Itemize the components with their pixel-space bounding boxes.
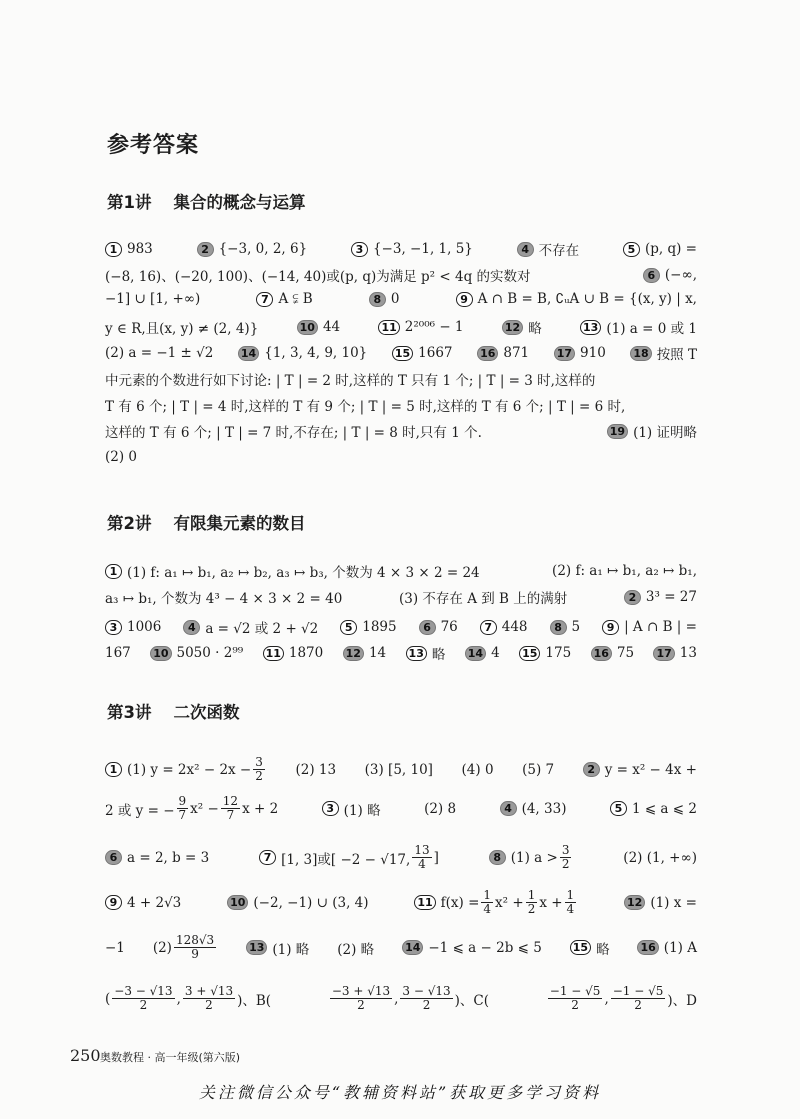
answer-text: (−∞, xyxy=(664,267,697,283)
answer-item xyxy=(570,938,610,958)
answer-item xyxy=(399,587,567,607)
fraction xyxy=(183,985,235,1012)
answer-item xyxy=(369,291,400,307)
answer-item xyxy=(402,940,542,956)
answer-text: (2) 8 xyxy=(424,800,457,817)
question-number-badge: 16 xyxy=(637,940,658,955)
answer-item xyxy=(480,619,528,635)
fraction-numerator: 1 xyxy=(566,888,575,902)
answer-text: f(x) = xyxy=(440,894,480,911)
answer-text: 略 xyxy=(528,321,542,337)
answer-line xyxy=(105,844,697,871)
fraction xyxy=(565,889,577,916)
answer-text: (2) xyxy=(152,939,172,956)
answer-line xyxy=(105,395,697,415)
answer-text: (2) 0 xyxy=(105,449,138,465)
fraction-denominator: 2 xyxy=(561,857,570,871)
answer-text: 13 xyxy=(679,645,697,661)
question-number-badge: 17 xyxy=(653,646,674,661)
answer-line xyxy=(105,291,697,307)
fraction-numerator: −1 − √5 xyxy=(549,984,601,998)
question-number-badge: 4 xyxy=(500,801,517,816)
question-number-badge: 5 xyxy=(623,242,640,257)
answer-line xyxy=(105,985,697,1012)
answer-text: −1 xyxy=(105,939,125,956)
answer-line xyxy=(105,795,697,822)
question-number-badge: 12 xyxy=(624,895,645,910)
answer-item xyxy=(623,850,697,866)
answer-text: (1) 略 xyxy=(272,941,310,958)
question-number-badge: 19 xyxy=(607,424,628,439)
answer-line xyxy=(105,449,697,465)
answer-text: 1870 xyxy=(288,645,324,661)
answer-text: (2) (1, +∞) xyxy=(623,849,697,866)
question-number-badge: 18 xyxy=(630,346,651,361)
answer-text: 这样的 T 有 6 个; | T | = 7 时,不存在; | T | = 8 时,只有 1 个. xyxy=(105,425,482,441)
answer-text: 4 xyxy=(491,645,500,661)
answer-item xyxy=(295,762,336,778)
answer-text: 1 ⩽ a ⩽ 2 xyxy=(631,800,697,817)
fraction-denominator: 4 xyxy=(566,902,575,916)
answer-line xyxy=(105,889,697,916)
answer-text: y ∈ R,且(x, y) ≠ (2, 4)} xyxy=(105,321,259,337)
answer-item xyxy=(552,563,697,579)
answer-item xyxy=(343,645,387,661)
question-number-badge: 17 xyxy=(554,346,575,361)
answer-text: )、B( xyxy=(237,992,272,1009)
section-1-number: 第1讲 xyxy=(107,193,152,212)
answer-text: 4 + 2√3 xyxy=(127,894,182,911)
answer-text: (1) y = 2x² − 2x − xyxy=(127,761,252,778)
answer-text: a₃ ↦ b₁, 个数为 4³ − 4 × 3 × 2 = 40 xyxy=(105,591,343,607)
fraction-numerator: 13 xyxy=(414,843,430,857)
question-number-badge: 15 xyxy=(519,646,540,661)
answer-item xyxy=(406,643,446,663)
answer-text: 44 xyxy=(322,319,341,335)
answer-line xyxy=(105,934,697,961)
answer-text: 略 xyxy=(596,941,610,958)
answer-line xyxy=(105,643,697,663)
answer-text: , xyxy=(176,990,181,1007)
answer-text: (1) a = 0 或 1 xyxy=(606,321,697,337)
answer-item xyxy=(465,645,500,661)
page-number: 250 xyxy=(70,1046,101,1065)
answer-item xyxy=(519,645,571,661)
answer-item xyxy=(392,345,453,361)
fraction-numerator: 128√3 xyxy=(175,933,215,947)
section-1-title: 集合的概念与运算 xyxy=(173,193,306,212)
question-number-badge: 2 xyxy=(197,242,214,257)
answer-item xyxy=(105,449,137,465)
answer-item xyxy=(322,799,381,819)
answer-item xyxy=(105,369,595,389)
fraction-numerator: −3 + √13 xyxy=(331,984,391,998)
answer-item xyxy=(328,985,489,1012)
answer-item xyxy=(624,895,697,911)
fraction xyxy=(112,985,174,1012)
fraction-denominator: 7 xyxy=(226,808,235,822)
fraction-numerator: 3 + √13 xyxy=(184,984,234,998)
question-number-badge: 14 xyxy=(402,940,423,955)
question-number-badge: 4 xyxy=(183,620,200,635)
question-number-badge: 15 xyxy=(392,346,413,361)
answer-item xyxy=(602,619,697,635)
answer-text: (−2, −1) ∪ (3, 4) xyxy=(253,894,369,911)
fraction-denominator: 2 xyxy=(527,902,536,916)
question-number-badge: 14 xyxy=(238,346,259,361)
answer-item xyxy=(610,801,697,817)
answer-item xyxy=(227,895,368,911)
answer-item xyxy=(522,762,554,778)
section-heading-3 xyxy=(107,699,239,723)
question-number-badge: 10 xyxy=(227,895,248,910)
answer-text: a = 2, b = 3 xyxy=(127,849,210,866)
question-number-badge: 3 xyxy=(351,242,368,257)
answer-text: 不存在 xyxy=(538,243,580,259)
answer-text: (3) 不存在 A 到 B 上的满射 xyxy=(398,591,568,607)
question-number-badge: 6 xyxy=(419,620,436,635)
question-number-badge: 11 xyxy=(263,646,284,661)
answer-text: y = x² − 4x + xyxy=(604,761,697,778)
answer-item xyxy=(183,617,318,637)
answer-text: {−3, 0, 2, 6} xyxy=(218,241,308,257)
question-number-badge: 14 xyxy=(465,646,486,661)
answer-item xyxy=(340,619,396,635)
answer-text: (2) f: a₁ ↦ b₁, a₂ ↦ b₁, xyxy=(552,563,697,579)
answer-text: 5 xyxy=(571,619,581,635)
answer-line xyxy=(105,317,697,337)
answer-line xyxy=(105,369,697,389)
answer-text: (1) 证明略 xyxy=(633,425,697,441)
answer-item xyxy=(630,343,697,363)
answer-item xyxy=(105,317,258,337)
answer-item xyxy=(365,762,433,778)
answer-text: 448 xyxy=(501,619,528,635)
fraction xyxy=(177,795,189,822)
answer-item xyxy=(637,940,696,956)
question-number-badge: 9 xyxy=(602,620,619,635)
answer-text: 中元素的个数进行如下讨论: | T | = 2 时,这样的 T 只有 1 个; | T | = 3 时,这样的 xyxy=(105,373,596,389)
answer-item xyxy=(105,291,200,307)
fraction-numerator: 12 xyxy=(222,794,239,808)
answer-text: ( xyxy=(105,990,111,1007)
answer-item xyxy=(414,889,578,916)
question-number-badge: 13 xyxy=(580,320,601,335)
answer-item xyxy=(462,762,494,778)
answer-item xyxy=(105,645,131,661)
answer-text: 按照 T xyxy=(656,347,697,363)
answer-text: 3³ = 27 xyxy=(645,589,697,605)
answer-line xyxy=(105,561,697,581)
fraction-denominator: 2 xyxy=(357,998,365,1012)
answer-text: (4) 0 xyxy=(461,761,494,778)
answer-item xyxy=(607,421,697,441)
answer-item xyxy=(105,940,125,956)
answer-item xyxy=(456,291,697,307)
question-number-badge: 1 xyxy=(105,762,122,777)
answer-text: (1) x = xyxy=(650,894,697,911)
answer-item xyxy=(550,619,581,635)
answer-item xyxy=(197,241,308,257)
answer-item xyxy=(623,241,697,257)
fraction xyxy=(526,889,538,916)
fraction-denominator: 2 xyxy=(255,769,263,783)
fraction xyxy=(221,795,240,822)
section-3-number: 第3讲 xyxy=(107,703,152,722)
fraction-denominator: 2 xyxy=(571,998,579,1012)
answer-item xyxy=(297,319,341,335)
question-number-badge: 5 xyxy=(340,620,357,635)
answer-text: T 有 6 个; | T | = 4 时,这样的 T 有 9 个; | T | = 5 时,这样的 T 有 6 个; | T | = 6 时, xyxy=(105,399,626,415)
fraction-denominator: 2 xyxy=(634,998,642,1012)
fraction xyxy=(412,844,431,871)
section-2-number: 第2讲 xyxy=(107,514,152,533)
fraction xyxy=(560,844,572,871)
question-number-badge: 8 xyxy=(489,850,506,865)
answer-text: [1, 3]或[ −2 − √17, xyxy=(281,851,411,868)
answer-text: −1 ⩽ a − 2b ⩽ 5 xyxy=(428,939,542,956)
answer-text: 2 或 y = − xyxy=(105,802,175,819)
answer-item xyxy=(105,850,209,866)
answer-item xyxy=(591,645,635,661)
answer-item xyxy=(256,291,312,307)
question-number-badge: 9 xyxy=(456,292,473,307)
answer-line xyxy=(105,265,697,285)
answer-text: (3) [5, 10] xyxy=(364,761,433,778)
question-number-badge: 2 xyxy=(583,762,600,777)
question-number-badge: 7 xyxy=(480,620,497,635)
question-number-badge: 1 xyxy=(105,242,122,257)
answer-line xyxy=(105,239,697,259)
answer-text: (2) a = −1 ± √2 xyxy=(105,345,214,361)
question-number-badge: 12 xyxy=(502,320,523,335)
answer-item xyxy=(105,795,278,822)
answer-text: (5) 7 xyxy=(522,761,555,778)
fraction xyxy=(548,985,603,1012)
answer-item xyxy=(105,421,482,441)
fraction-denominator: 4 xyxy=(483,902,492,916)
answer-line xyxy=(105,617,697,637)
answer-item xyxy=(653,645,697,661)
answer-text: (1) A xyxy=(663,939,697,956)
question-number-badge: 13 xyxy=(406,646,427,661)
answer-line xyxy=(105,343,697,363)
fraction xyxy=(611,985,666,1012)
fraction-numerator: 9 xyxy=(178,794,187,808)
answer-item xyxy=(238,345,367,361)
answer-text: 1006 xyxy=(127,619,162,635)
fraction-denominator: 7 xyxy=(178,808,187,822)
answer-item xyxy=(105,587,342,607)
answer-item xyxy=(378,319,463,335)
question-number-badge: 6 xyxy=(105,850,122,865)
section-3-title: 二次函数 xyxy=(173,703,240,722)
answer-item xyxy=(105,265,531,285)
question-number-badge: 7 xyxy=(256,292,273,307)
answer-text: x + xyxy=(539,894,563,911)
answer-item xyxy=(554,345,606,361)
answer-item xyxy=(643,267,697,283)
answer-item xyxy=(105,756,267,783)
section-heading-2 xyxy=(107,510,305,534)
answer-text: (2) 略 xyxy=(337,941,375,958)
fraction-denominator: 2 xyxy=(422,998,431,1012)
answer-item xyxy=(500,801,567,817)
answer-item xyxy=(583,762,697,778)
question-number-badge: 4 xyxy=(517,242,534,257)
answer-text: 5050 · 2⁹⁹ xyxy=(176,645,244,661)
question-number-badge: 2 xyxy=(624,590,641,605)
fraction-numerator: −3 − √13 xyxy=(114,984,173,998)
answer-text: {−3, −1, 1, 5} xyxy=(372,241,473,257)
fraction-numerator: 1 xyxy=(483,888,492,902)
fraction-numerator: 3 − √13 xyxy=(402,984,451,998)
answer-line xyxy=(105,587,697,607)
answer-item xyxy=(546,985,697,1012)
answer-text: )、C( xyxy=(454,992,490,1009)
answer-text: 2²⁰⁰⁶ − 1 xyxy=(404,319,464,335)
answer-text: 983 xyxy=(127,241,153,257)
answer-item xyxy=(246,938,309,958)
answer-item xyxy=(105,895,181,911)
answer-text: −1] ∪ [1, +∞) xyxy=(105,291,201,307)
fraction xyxy=(400,985,452,1012)
answer-text: 14 xyxy=(368,645,387,661)
answer-item xyxy=(105,241,153,257)
answer-text: 略 xyxy=(431,647,446,663)
answer-text: 167 xyxy=(105,645,131,661)
answer-text: , xyxy=(604,990,609,1007)
answer-text: A ⫋ B xyxy=(278,291,313,307)
answer-item xyxy=(105,345,213,361)
question-number-badge: 13 xyxy=(246,940,267,955)
answer-text: )、D xyxy=(667,992,697,1009)
answer-text: | A ∩ B | = xyxy=(624,619,697,635)
answer-text: 910 xyxy=(580,345,606,361)
answer-text: (−8, 16)、(−20, 100)、(−14, 40)或(p, q)为满足 p² < 4q 的实数对 xyxy=(105,269,531,285)
fraction xyxy=(253,756,265,783)
section-2-title: 有限集元素的数目 xyxy=(173,514,306,533)
answer-item xyxy=(477,345,529,361)
fraction-numerator: 3 xyxy=(255,755,263,769)
answer-item xyxy=(424,801,456,817)
answer-text: a = √2 或 2 + √2 xyxy=(205,621,319,637)
answer-text: , xyxy=(394,990,399,1007)
answer-text: (1) 略 xyxy=(343,802,381,819)
answer-text: A ∩ B = B, ∁ᵤA ∪ B = {(x, y) | x, xyxy=(477,291,697,307)
fraction-denominator: 2 xyxy=(205,998,213,1012)
book-title: 奥数教程 · 高一年级(第六版) xyxy=(100,1051,241,1064)
fraction xyxy=(330,985,392,1012)
fraction-numerator: −1 − √5 xyxy=(612,984,664,998)
answer-item xyxy=(263,645,324,661)
answer-item xyxy=(105,561,480,581)
question-number-badge: 7 xyxy=(259,850,276,865)
question-number-badge: 8 xyxy=(550,620,567,635)
question-number-badge: 11 xyxy=(414,895,435,910)
answer-text: 76 xyxy=(440,619,458,635)
answer-item xyxy=(259,844,439,871)
answer-text: x² + xyxy=(495,894,524,911)
fraction xyxy=(481,889,493,916)
promo-banner: 关注微信公众号“教辅资料站”获取更多学习资料 xyxy=(198,1083,602,1102)
answer-item xyxy=(502,317,542,337)
question-number-badge: 9 xyxy=(105,895,122,910)
answer-text: (4, 33) xyxy=(521,800,567,817)
answer-item xyxy=(105,619,161,635)
question-number-badge: 16 xyxy=(477,346,498,361)
question-number-badge: 6 xyxy=(643,268,660,283)
question-number-badge: 16 xyxy=(591,646,612,661)
question-number-badge: 11 xyxy=(378,320,399,335)
answer-line xyxy=(105,756,697,783)
question-number-badge: 8 xyxy=(369,292,386,307)
answer-text: (2) 13 xyxy=(295,761,337,778)
question-number-badge: 3 xyxy=(322,801,339,816)
section-heading-1 xyxy=(107,189,305,213)
answer-text: 75 xyxy=(616,645,635,661)
fraction xyxy=(174,934,216,961)
answer-item xyxy=(150,645,243,661)
answer-text: (1) f: a₁ ↦ b₁, a₂ ↦ b₂, a₃ ↦ b₃, 个数为 4 × 3 × 2 = 24 xyxy=(127,565,480,581)
answer-line xyxy=(105,421,697,441)
answer-text: 0 xyxy=(390,291,400,307)
question-number-badge: 1 xyxy=(105,564,122,579)
answer-text: 1667 xyxy=(418,345,453,361)
answer-text: 1895 xyxy=(362,619,397,635)
fraction-denominator: 9 xyxy=(191,947,199,961)
page-title: 参考答案 xyxy=(107,133,200,158)
fraction-denominator: 2 xyxy=(139,998,148,1012)
answer-text: (p, q) = xyxy=(644,241,697,257)
answer-item xyxy=(105,395,625,415)
answer-text: x + 2 xyxy=(242,800,279,817)
question-number-badge: 10 xyxy=(150,646,171,661)
answer-text: 175 xyxy=(545,645,572,661)
fraction-numerator: 3 xyxy=(561,843,570,857)
question-number-badge: 15 xyxy=(570,940,591,955)
question-number-badge: 10 xyxy=(297,320,318,335)
answer-text: 871 xyxy=(503,345,530,361)
answer-text: {1, 3, 4, 9, 10} xyxy=(264,345,368,361)
question-number-badge: 5 xyxy=(610,801,627,816)
answer-item xyxy=(153,934,218,961)
answer-item xyxy=(624,589,697,605)
answer-item xyxy=(105,985,271,1012)
answer-item xyxy=(580,317,697,337)
answer-item xyxy=(489,844,574,871)
answer-item xyxy=(517,239,580,259)
question-number-badge: 3 xyxy=(105,620,122,635)
answer-text: (1) a > xyxy=(510,849,558,866)
answer-item xyxy=(337,938,374,958)
answer-text: x² − xyxy=(190,800,219,817)
answer-item xyxy=(419,619,458,635)
fraction-denominator: 4 xyxy=(418,857,426,871)
answer-text: ] xyxy=(433,849,439,866)
question-number-badge: 12 xyxy=(343,646,364,661)
fraction-numerator: 1 xyxy=(527,888,536,902)
answer-item xyxy=(351,241,473,257)
